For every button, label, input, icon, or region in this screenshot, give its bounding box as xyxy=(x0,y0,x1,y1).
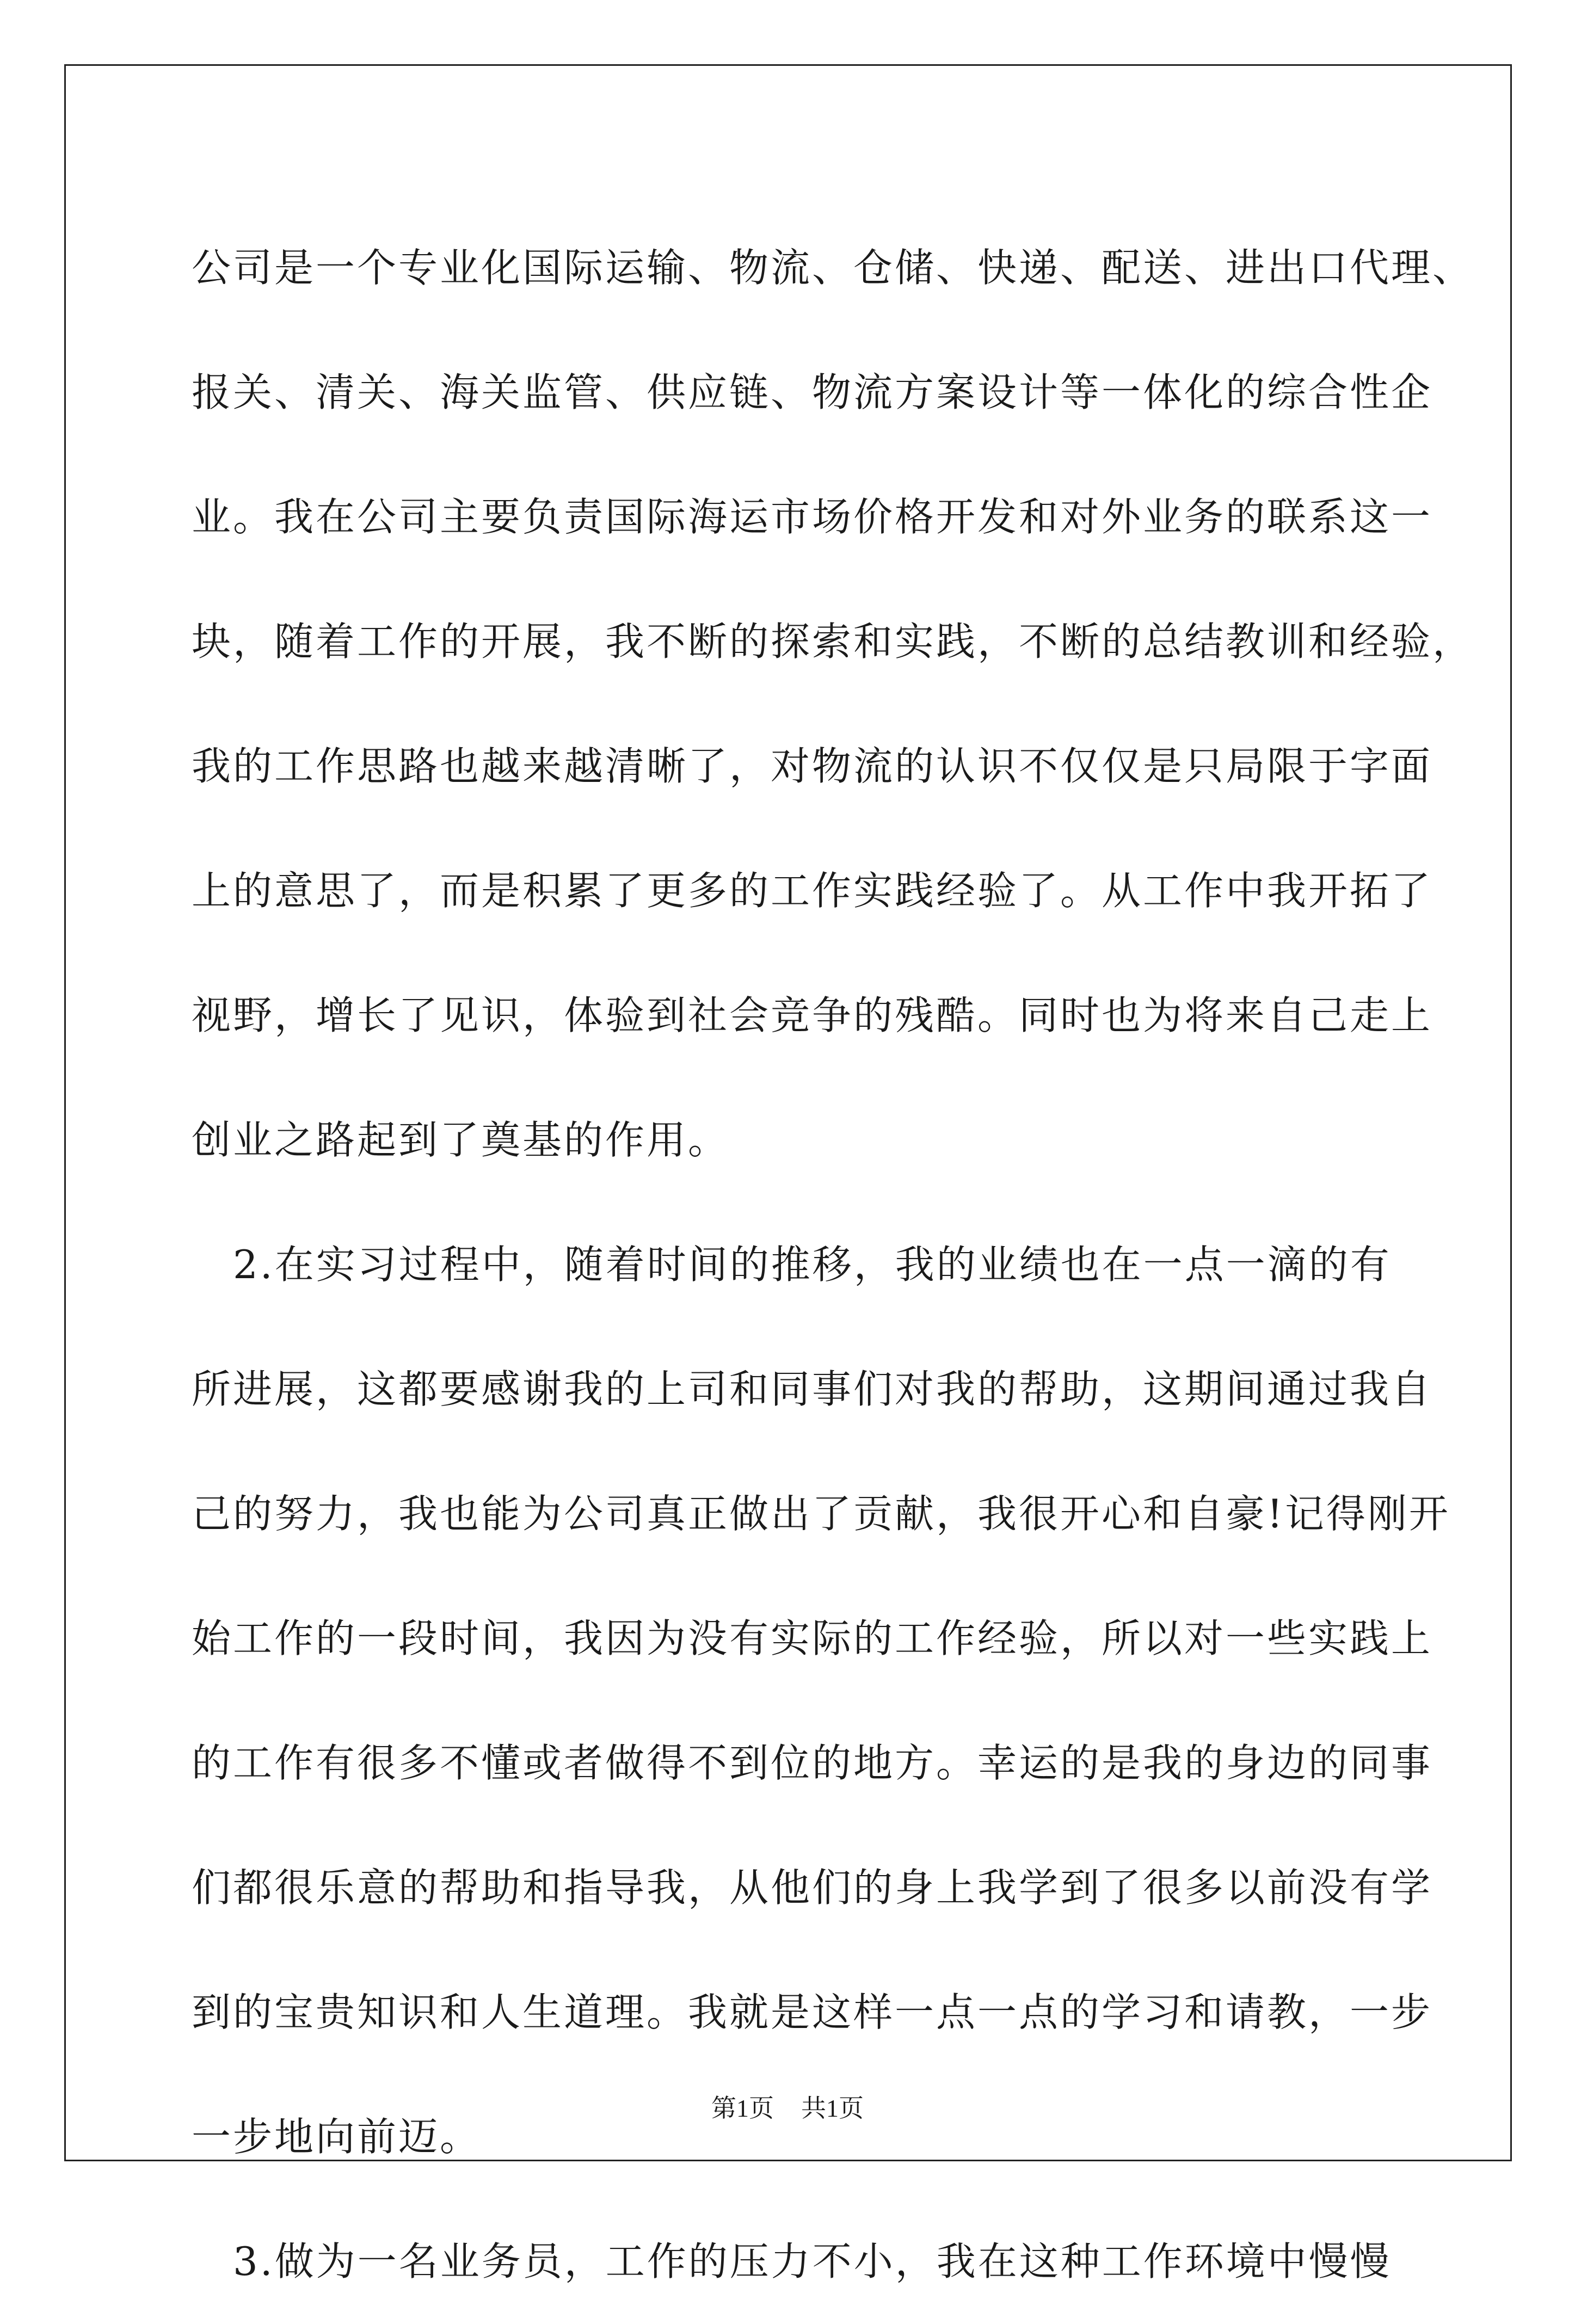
text-line: 块，随着工作的开展，我不断的探索和实践，不断的总结教训和经验， xyxy=(192,619,1474,664)
text-line: 到的宝贵知识和人生道理。我就是这样一点一点的学习和请教，一步 xyxy=(192,1989,1433,2035)
document-body xyxy=(192,206,1474,2324)
page-total: 共1页 xyxy=(801,2094,864,2122)
text-line: 上的意思了，而是积累了更多的工作实践经验了。从工作中我开拓了 xyxy=(192,868,1433,914)
text-line: 始工作的一段时间，我因为没有实际的工作经验，所以对一些实践上 xyxy=(192,1616,1433,1661)
text-line: 我的工作思路也越来越清晰了，对物流的认识不仅仅是只局限于字面 xyxy=(192,743,1433,789)
text-line: 报关、清关、海关监管、供应链、物流方案设计等一体化的综合性企 xyxy=(192,369,1433,415)
text-line: 公司是一个专业化国际运输、物流、仓储、快递、配送、进出口代理、 xyxy=(192,245,1474,291)
text-line: 创业之路起到了奠基的作用。 xyxy=(192,1117,730,1163)
text-line: 们都很乐意的帮助和指导我，从他们的身上我学到了很多以前没有学 xyxy=(192,1865,1433,1910)
page-footer xyxy=(0,2088,1575,2124)
text-line: 的工作有很多不懂或者做得不到位的地方。幸运的是我的身边的同事 xyxy=(192,1740,1433,1786)
text-line: 己的努力，我也能为公司真正做出了贡献，我很开心和自豪!记得刚开 xyxy=(192,1491,1450,1537)
page-number: 第1页 xyxy=(711,2094,774,2122)
text-line: 3.做为一名业务员，工作的压力不小，我在这种工作环境中慢慢 xyxy=(192,2239,1392,2284)
text-line: 一步地向前迈。 xyxy=(192,2114,482,2160)
text-line: 2.在实习过程中，随着时间的推移，我的业绩也在一点一滴的有 xyxy=(192,1242,1392,1287)
text-line: 业。我在公司主要负责国际海运市场价格开发和对外业务的联系这一 xyxy=(192,494,1433,540)
text-line: 视野，增长了见识，体验到社会竞争的残酷。同时也为将来自己走上 xyxy=(192,993,1433,1038)
text-line: 所进展，这都要感谢我的上司和同事们对我的帮助，这期间通过我自 xyxy=(192,1366,1433,1412)
